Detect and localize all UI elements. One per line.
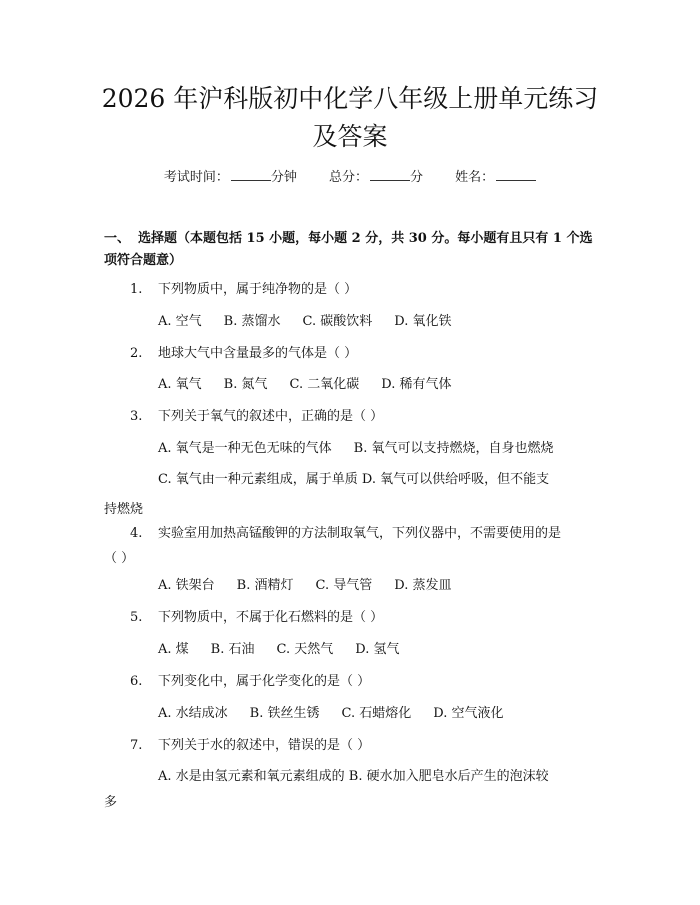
option-line-wrap: 持燃烧	[104, 502, 144, 517]
option: A. 空气	[158, 314, 202, 329]
option: C. 碳酸饮料	[302, 314, 373, 329]
name-label: 姓名：	[455, 170, 495, 185]
question-2	[104, 343, 604, 365]
question-stem: 下列关于水的叙述中，错误的是（ ）	[158, 738, 371, 753]
question-2-options	[158, 374, 604, 396]
option: D. 空气液化	[433, 706, 504, 721]
question-3-options-row-1	[158, 438, 604, 460]
question-number: 7.	[130, 738, 143, 753]
option-line-wrap: 多	[104, 795, 118, 810]
name-blank	[496, 168, 536, 181]
section-number: 一、	[104, 231, 131, 246]
question-number: 3.	[130, 409, 143, 424]
question-stem: 下列物质中，属于纯净物的是（ ）	[158, 282, 358, 297]
question-6	[104, 671, 604, 693]
option: B. 石油	[210, 642, 255, 657]
option-line: A. 水是由氢元素和氧元素组成的 B. 硬水加入肥皂水后产生的泡沫较	[158, 769, 549, 784]
option: A. 氧气	[158, 377, 202, 392]
exam-info-row	[0, 168, 700, 188]
question-3-options-row-2	[104, 469, 604, 521]
option: A. 水结成冰	[158, 706, 228, 721]
question-1	[104, 279, 604, 301]
question-number: 6.	[130, 674, 143, 689]
option: C. 导气管	[315, 578, 373, 593]
question-number: 2.	[130, 346, 143, 361]
title-line-2: 及答案	[312, 122, 388, 151]
question-stem-line-2: （ ）	[104, 551, 135, 566]
option: B. 铁丝生锈	[249, 706, 320, 721]
question-7	[104, 735, 604, 757]
question-number: 5.	[130, 610, 143, 625]
question-stem: 下列变化中，属于化学变化的是（ ）	[158, 674, 371, 689]
question-5-options	[158, 639, 604, 661]
question-stem: 下列物质中，不属于化石燃料的是（ ）	[158, 610, 384, 625]
option: D. 氧化铁	[394, 314, 452, 329]
option: D. 氢气	[355, 642, 400, 657]
question-5	[104, 607, 604, 629]
question-1-options	[158, 311, 604, 333]
question-4-options	[158, 575, 604, 597]
option: C. 石蜡熔化	[341, 706, 412, 721]
option: A. 铁架台	[158, 578, 215, 593]
option: B. 蒸馏水	[223, 314, 281, 329]
question-stem: 下列关于氧气的叙述中，正确的是（ ）	[158, 409, 384, 424]
total-score-field	[329, 168, 423, 188]
option: D. 稀有气体	[381, 377, 452, 392]
option: B. 氮气	[223, 377, 268, 392]
option: C. 二氧化碳	[289, 377, 360, 392]
option: B. 酒精灯	[236, 578, 294, 593]
option: B. 氧气可以支持燃烧，自身也燃烧	[353, 441, 554, 456]
exam-time-blank	[231, 168, 271, 181]
section-text-line-2: 项符合题意）	[104, 253, 183, 268]
total-score-blank	[370, 168, 410, 181]
option: A. 氧气是一种无色无味的气体	[158, 441, 332, 456]
question-4	[104, 523, 604, 570]
total-score-label: 总分：	[328, 170, 368, 185]
total-score-unit: 分	[410, 170, 424, 185]
question-3	[104, 406, 604, 428]
document-title	[60, 80, 640, 156]
title-line-1: 2026 年沪科版初中化学八年级上册单元练习	[101, 84, 599, 113]
option-line: C. 氧气由一种元素组成，属于单质 D. 氧气可以供给呼吸，但不能支	[158, 472, 550, 487]
question-7-options	[104, 766, 604, 814]
section-text-line-1: 选择题（本题包括 15 小题，每小题 2 分，共 30 分。每小题有且只有 1 个选	[138, 231, 593, 246]
exam-time-field	[164, 168, 297, 188]
name-field	[455, 168, 536, 188]
question-6-options	[158, 703, 604, 725]
question-stem: 地球大气中含量最多的气体是（ ）	[158, 346, 358, 361]
exam-time-unit: 分钟	[270, 170, 297, 185]
option: C. 天然气	[276, 642, 334, 657]
exam-time-label: 考试时间：	[163, 170, 229, 185]
option: D. 蒸发皿	[394, 578, 452, 593]
question-stem-line-1: 实验室用加热高锰酸钾的方法制取氧气，下列仪器中，不需要使用的是	[158, 526, 562, 541]
question-number: 1.	[130, 282, 143, 297]
option: A. 煤	[158, 642, 189, 657]
section-heading	[104, 228, 604, 272]
question-number: 4.	[130, 526, 143, 541]
